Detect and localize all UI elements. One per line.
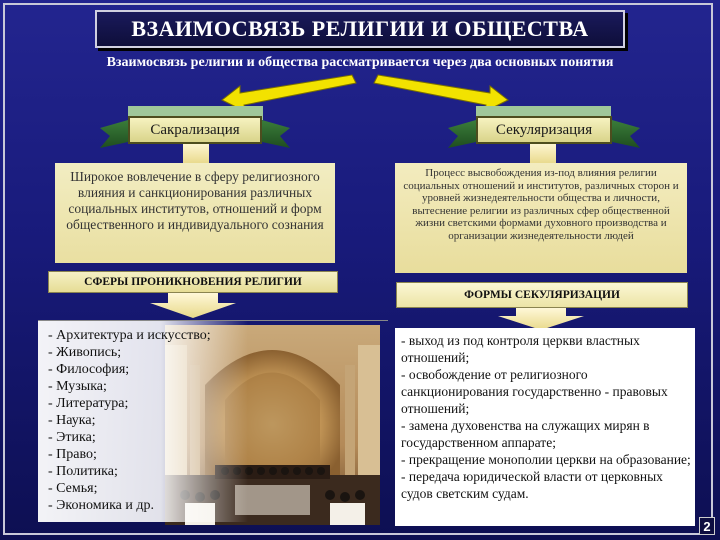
secularization-definition: Процесс высвобождения из-под влияния религии социальных отношений и институтов, различных сторон и уровней жизнедеятельности общества и личности, вытеснение религии из различных сфер общественной жизни светскими формами духовного производства и организации жизнедеятельности людей	[395, 163, 687, 273]
list-item: - Экономика и др.	[48, 498, 154, 513]
sacralization-label: Сакрализация	[128, 116, 262, 144]
list-item: - Политика;	[48, 464, 118, 479]
list-item: - Этика;	[48, 430, 96, 445]
page-title: ВЗАИМОСВЯЗЬ РЕЛИГИИ И ОБЩЕСТВА	[131, 16, 589, 41]
spheres-list	[38, 320, 388, 522]
subtitle: Взаимосвязь религии и общества рассматривается через два основных понятия	[106, 55, 614, 70]
spheres-heading: СФЕРЫ ПРОНИКНОВЕНИЯ РЕЛИГИИ	[48, 271, 338, 293]
list-item: - Архитектура и искусство;	[48, 328, 211, 343]
list-item: - Философия;	[48, 362, 130, 377]
stem-left	[183, 142, 209, 164]
forms-heading: ФОРМЫ СЕКУЛЯРИЗАЦИИ	[396, 282, 688, 308]
page-number: 2	[699, 517, 715, 535]
down-arrow-left-icon	[150, 293, 236, 318]
list-item: - Живопись;	[48, 345, 122, 360]
list-item: - замена духовенства на служащих мирян в государственном аппарате;	[401, 418, 650, 450]
forms-list	[395, 328, 695, 526]
list-item: - освобождение от религиозного санкционирования государственно - правовых отношений;	[401, 367, 668, 416]
secularization-label: Секуляризация	[476, 116, 612, 144]
list-item: - Литература;	[48, 396, 129, 411]
list-item: - передача юридической власти от церковных судов светским судам.	[401, 469, 663, 501]
down-arrow-right-icon	[498, 308, 584, 330]
list-item: - Музыка;	[48, 379, 107, 394]
list-item: - прекращение монополии церкви на образование;	[401, 452, 691, 467]
list-item: - Наука;	[48, 413, 96, 428]
list-item: - Семья;	[48, 481, 98, 496]
stem-right	[530, 142, 556, 164]
list-item: - выход из под контроля церкви властных отношений;	[401, 333, 640, 365]
sacralization-definition: Широкое вовлечение в сферу религиозного влияния и санкционирования различных социальных институтов, отношений и форм общественного и индивидуального сознания	[55, 163, 335, 263]
list-item: - Право;	[48, 447, 97, 462]
